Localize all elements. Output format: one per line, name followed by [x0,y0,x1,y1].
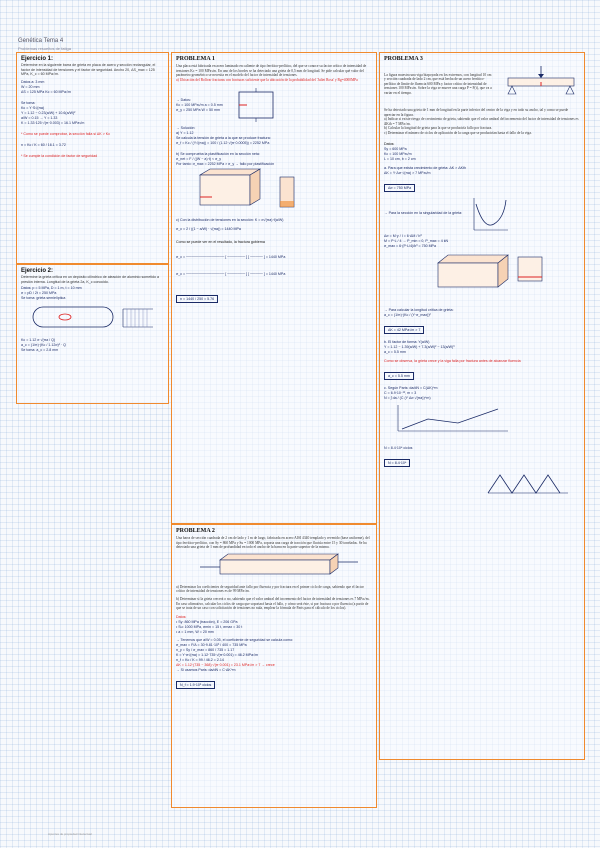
p2-line-6: n_y = Sy / σ_max = 860 / 735 = 1.17 [176,647,235,652]
p1-line-0: → Datos: [176,97,191,102]
ejercicio-2-box [16,264,169,404]
p3-red-note: Como se observa, la grieta crece y la viga falla por fractura antes de alcanzar fluencia [384,358,521,363]
problema-1-red-question: a) Ubicación del Bolívar fracturas con fracturas suficiente que la ubicación de la probabilidad del 'Juliet Rosa' y Bg=4000MPa [176,77,358,82]
ej1-line-1: W = 20 mm [21,84,40,89]
p3-line-1: Sy = 600 MPa [384,146,407,151]
p3-eqbox-2: a_c = 5.5 mm [384,372,414,380]
p3-line-5: ΔK = Y·Δσ·√(πa) > 7 MPa√m [384,170,431,175]
document-header [18,38,71,51]
load-curve-graph [470,194,510,234]
problema-1-title: PROBLEMA 1 [176,56,215,62]
p3-line-11: a_c = (1/π)·(Kc / (Y·σ_max))² [384,312,431,317]
p3-line-2: Kc = 100 MPa√m [384,151,412,156]
p1-line-2: σ_y = 250 MPa W = 50 mm [176,107,220,112]
ej1-line-6: a/W = 0.15 → Y = 1.33 [21,115,58,120]
ej1-line-3: Se toma: [21,100,36,105]
ej2-line-2: Se toma: grieta semielíptica [21,296,66,301]
p2-line-3: • a = 1 mm, W = 20 mm [176,629,214,634]
p2-line-4: → Tenemos que a/W = 0.05, el coeficiente de seguridad se calcula como: [176,637,294,642]
p3-statement-row [380,64,584,104]
p1-data-row [172,88,376,122]
ejercicio-1-heading: Ejercicio 1: [21,56,54,62]
p2-line-7: K = Y·σ√(πa) = 1.12·735·√(π·0.001) = 46.2 MPa√m [176,652,259,657]
p1-line-4: a) Y = 1.12 [176,131,194,136]
ej1-line-4: Kc = Y·S√(πa) [21,105,45,110]
p2-line-9: ΔK = 1.12·(735 − 368)·√(π·0.001) = 23.1 MPa√m > 7 → crece [176,662,275,667]
problema-2-question-a: a) Determinar los coeficientes de seguridad ante fallo por fluencia y por fractura en el primer ciclo de carga, sabiendo que el factor crítico de intensidad de tensiones es de 99 MPa√m. [176,584,364,594]
p3-line-0: Datos: [384,141,395,146]
p3-line-10: → Para calcular la longitud crítica de grieta: [384,307,454,312]
problema-3-statement-2: Se ha detectado una grieta de 1 mm de longitud en la parte inferior del centro de la viga y en todo su ancho, tal y como se puede apreciar en la figura. [384,108,569,117]
p2-final-equation: N_f = 1.9·10⁵ ciclos [176,681,215,689]
plate-section-diagram [180,167,370,213]
problema-2-question-b: b) Determinar si la grieta crecerá o no, sabiendo que el valor umbral del incremento del factor de intensidad de tensiones es 7 MPa√m. En caso afirmativo, calcular los ciclos de carga que soportará hasta el fallo, y cómo será éste, si por fractura o por fluencia (a partir de que se trata de un caso con solicitación de tensiones no nula, emplear la fórmula de Paris para el cálculo de los ciclos). [176,596,370,611]
problema-3-question-c: c) Determinar el número de ciclos de aplicación de la carga que se producirían hasta el fallo de la viga. [384,130,532,135]
p2-line-8: n_f = Kc / K = 99 / 46.2 = 2.14 [176,657,224,662]
simply-supported-beam-diagram [502,64,582,104]
p1-matrix-b: σ_c = ─────────────── [ ─────── ] [ ───── ] = 1440 MPa [176,272,286,277]
document-subtitle: Problemas resueltos de fatiga [18,46,71,51]
p2-line-1: • Sy: 860 MPa (tracción), E = 206 GPa [176,619,238,624]
p1-line-1: Kc = 100 MPa√m a = 0.5 mm [176,102,223,107]
ejercicio-1-box [16,52,169,264]
ej1-red-note: * Se cumple la condición de factor de seguridad [21,153,98,158]
p3-eqbox-0: Δσ = 750 MPa [384,184,415,192]
ej2-line-3: Kc = 1.12 σ √(πa / Q) [21,338,56,343]
p1-line-10: c) Con la distribución de tensiones en la sección: K = σ√(πa)·f(a/W) [176,218,284,223]
p3-line-9: σ_max = 6·(P·L/4)/b³ = 750 MPa [384,243,436,248]
cyclic-load-diagram [388,469,578,499]
ej1-line-9: n = Kc / K = 60 / 16.1 = 3.72 [21,142,66,147]
p3-line-12: b. El factor de forma: Y(a/W) [384,339,430,344]
p3-line-3: L = 10 cm, b = 2 cm [384,156,416,161]
p3-line-14: a_c = 5.5 mm [384,349,406,354]
plate-crack-diagram [231,88,281,122]
p1-line-12: Como se puede ver en el resultado, la fractura gobierna [176,240,265,245]
p1-line-5: Se calcula la tensión de grieta a la que se produce fractura: [176,136,271,141]
p3-line-13: Y = 1.12 − 1.39(a/W) + 7.3(a/W)² − 13(a/W)³ [384,344,455,349]
p1-line-8: σ_net = F / ((W − a)·t) < σ_y [176,157,222,162]
problema-2-box [171,524,377,808]
ej1-line-7: K = 1.33·125·√(π·0.003) = 16.1 MPa√m [21,120,85,125]
ej2-line-4: a_c = (1/π)·(Kc / 1.12σ)² · Q [21,343,66,348]
ej2-line-0: Datos: p = 5 MPa, D = 1 m, t = 10 mm [21,286,82,291]
p2-line-0: Datos: [176,614,187,619]
square-bar-diagram [180,550,370,580]
p3-line-16: C = 6.9·10⁻¹², m = 3 [384,390,417,395]
problema-3-box [379,52,585,760]
ejercicio-2-statement: Determine la grieta crítica en un depósito cilíndrico de aleación de aluminio sometido a presión interna. Longitud de la grieta 2a, K_c conocido. [21,275,160,284]
problema-1-statement: Una placa está fabricada en acero laminado en caliente de tipo ferrítico-perlítico, del que se conoce su factor crítico de intensidad de tensiones Kc = 100 MPa√m. En uno de los bordes se ha detectado una grieta de 0,5 mm de longitud. Se pide calcular qué valor del parámetro geométrico se necesita en el modelo del factor de intensidad de tensiones. [176,64,367,78]
p3-graph-row [380,194,584,234]
p3-line-6: → Para la sección en la singularidad de la grieta: [384,211,463,216]
p1-matrix-a: σ_c = ─────────────── [ ─────── ] [ ───── ] = 1440 MPa [176,255,286,260]
p2-line-5: σ_max = F/A = 30·9.81·10³ / 400 = 735 MPa [176,642,247,647]
p3-line-18: N = 8.4·10⁴ ciclos [384,445,413,450]
ej1-line-2: ΔS = 125 MPa Kc = 60 MPa√m [21,89,71,94]
p3-line-8: M = P·L / 4 → P_min = 0, P_max = 4 kN [384,238,449,243]
p1-final-equation: n = 1440 / 250 = 5.76 [176,295,218,303]
ejercicio-2-heading: Ejercicio 2: [21,268,54,274]
p3-eqbox-1: ΔK = 42 MPa√m > 7 [384,326,424,334]
p1-line-7: b) Se comprueba la plastificación en la sección neta: [176,152,260,157]
ejercicio-1-statement: Determine en la siguiente barra de grieta en placa de acero y sección rectangular, el factor de intensidad de tensiones y el factor de seguridad. Ancho 20, ΔS_max = 125 MPa, K_c = 60 MPa√m. [21,63,156,77]
p2-line-10: → Si usamos Paris: da/dN = C·ΔK^m [176,667,236,672]
ej1-line-0: Datos a: 3 mm [21,79,45,84]
ej2-line-5: Se toma: a_c = 2.8 mm [21,348,59,353]
p3-line-4: a. Para que exista crecimiento de grieta: ΔK > ΔKth [384,165,467,170]
p1-line-3: → Solución: [176,126,196,131]
problema-2-title: PROBLEMA 2 [176,528,215,534]
crack-growth-diagram [388,401,578,441]
p3-eqbox-3: N = 8.4·10⁴ [384,459,410,467]
p3-line-17: N = ∫ da / (C (Y Δσ √(πa))^m) [384,395,431,400]
problema-3-title: PROBLEMA 3 [384,56,423,62]
p2-line-2: • Su: 1000 MPa, σmin = 15 t, σmax = 30 t [176,624,243,629]
cylinder-tank-diagram [23,301,163,333]
document-title: Genética Tema 4 [18,38,64,44]
ej1-line-8: * Como se puede comprobar, la sección falla si ΔK > Kc [21,131,110,136]
problema-2-statement: Una barra de sección cuadrada de 2 cm de lado y 1 m de largo, fabricada en acero AISI 4340 templado y revenido (base uniforme), del tipo ferrítico-perlítico, con Sy = 860 MPa y Su = 1000 MPa, soporta una carga de tracción que fluctúa entre 15 y 30 toneladas. Se ha detectado una grieta de 1 mm de profundidad en todo el ancho de la barra en la parte superior de la misma. [176,536,370,550]
p1-line-9: Por tanto: σ_max = 2252 MPa > σ_y → fallo por plastificación [176,162,275,167]
p1-line-11: σ_c = 2 / ((1 − a/W) · √(πa)) = 1440 MPa [176,227,241,232]
ej2-line-1: σ = pD / 2t = 250 MPa [21,291,57,296]
problema-3-statement: La figura muestra una viga biapoyada en los extremos, con longitud 10 cm y sección cuadrada de lado 2 cm, que está hecha de un acero ferrítico-perlítico de límite de fluencia 600 MPa y factor crítico de intensidad de tensiones 100 MPa√m. Sobre la viga se mueve una carga P = F(t), que va a variar en el tiempo. [384,72,492,95]
problema-3-question-b: b) Calcular la longitud de grieta para la que se produciría fallo por fractura. [384,126,493,131]
ej1-line-5: Y = 1.12 − 0.23(a/W) + 10.6(a/W)² [21,110,76,115]
problema-3-question-a: a) Indicar si existe riesgo de crecimiento de grieta, sabiendo que el valor umbral del incremento del factor de intensidad de tensiones es ΔKth = 7 MPa√m. [384,117,579,126]
beam-section-diagram [388,249,578,303]
page-footer: Apuntes de propiedad intelectual [48,832,92,836]
p1-line-6: σ_f = Kc / (Y√(πa)) = 100 / (1.12·√(π·0.0005)) = 2252 MPa [176,141,270,146]
p3-line-15: c. Según Paris: da/dN = C(ΔK)^m [384,385,438,390]
problema-1-box [171,52,377,524]
p3-line-7: Δσ = M·y / I = 6·ΔM / b³ [384,233,422,238]
